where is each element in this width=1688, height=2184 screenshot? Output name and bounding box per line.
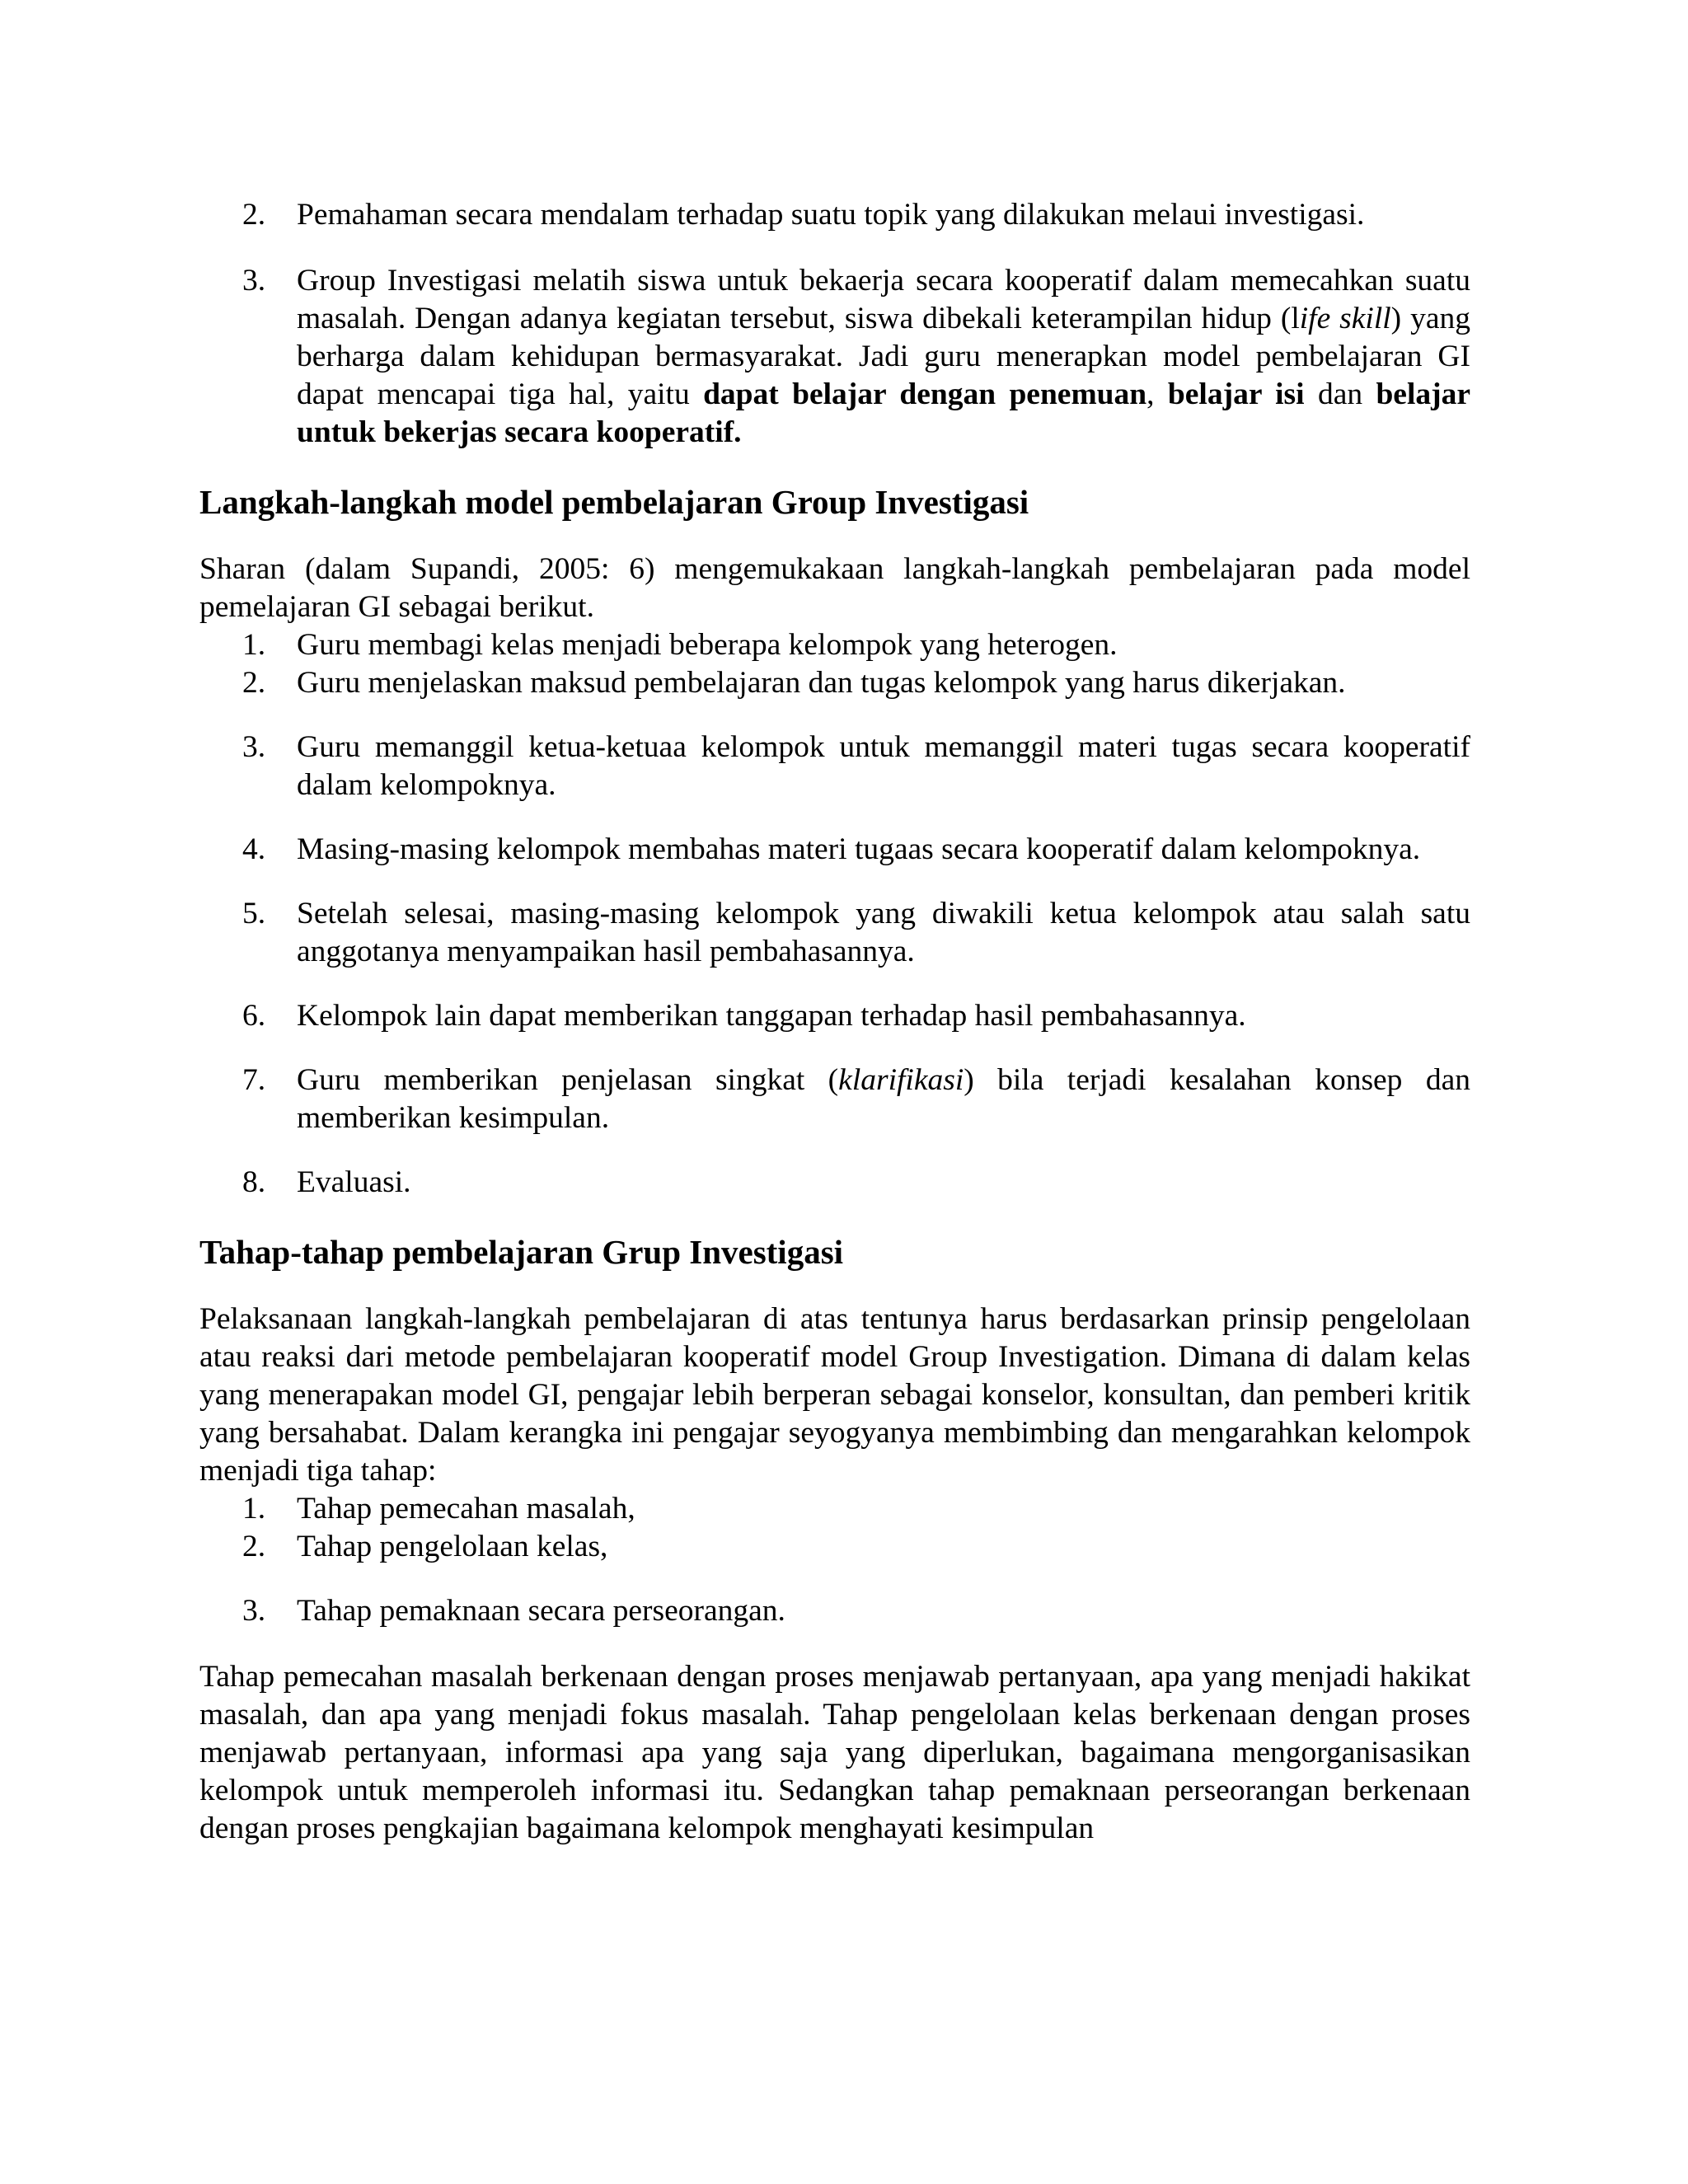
- italic-term: ife skill: [1299, 302, 1391, 335]
- list-item-text: Guru memanggil ketua-ketuaa kelompok untuk memanggil materi tugas secara kooperatif dalam kelompoknya.: [297, 730, 1470, 802]
- list-number: 5.: [242, 897, 266, 930]
- list-item-text: Tahap pemecahan masalah,: [297, 1492, 635, 1526]
- list-item: [199, 1164, 1470, 1202]
- list-item: [199, 262, 1470, 452]
- list-item: [199, 895, 1470, 971]
- page-content: [199, 196, 1470, 1848]
- list-item-text: ,: [1146, 377, 1168, 411]
- list-item: [199, 664, 1470, 702]
- list-number: 3.: [242, 1594, 266, 1628]
- benefits-list: [199, 196, 1470, 452]
- list-item: [199, 1062, 1470, 1137]
- section-heading-tahap: Tahap-tahap pembelajaran Grup Investigasi: [199, 1233, 844, 1271]
- list-item-text: Guru menjelaskan maksud pembelajaran dan tugas kelompok yang harus dikerjakan.: [297, 666, 1346, 700]
- list-item: [199, 997, 1470, 1035]
- list-item-text: dan: [1304, 377, 1376, 411]
- list-number: 4.: [242, 832, 266, 866]
- closing-paragraph: Tahap pemecahan masalah berkenaan dengan proses menjawab pertanyaan, apa yang menjadi hakikat masalah, dan apa yang menjadi fokus masalah. Tahap pengelolaan kelas berkenaan dengan proses menjawab pertanyaan, informasi apa yang saja yang diperlukan, bagaimana mengorganisasikan kelompok untuk memperoleh informasi itu. Sedangkan tahap pemaknaan perseorangan berkenaan dengan proses pengkajian bagaimana kelompok menghayati kesimpulan: [199, 1660, 1470, 1845]
- list-item-text: Setelah selesai, masing-masing kelompok yang diwakili ketua kelompok atau salah satu anggotanya menyampaikan hasil pembahasannya.: [297, 897, 1470, 968]
- bold-phrase: belajar untuk bekerjas secara kooperatif.: [297, 377, 1471, 449]
- list-number: 8.: [242, 1165, 266, 1199]
- list-item-text: Kelompok lain dapat memberikan tanggapan terhadap hasil pembahasannya.: [297, 999, 1246, 1033]
- list-item: [199, 1490, 1470, 1528]
- italic-term: klarifikasi: [838, 1063, 964, 1097]
- list-number: 2.: [242, 666, 266, 700]
- list-item: [199, 1592, 1470, 1630]
- list-number: 3.: [242, 730, 266, 764]
- list-item: [199, 831, 1470, 869]
- list-item-text: Pemahaman secara mendalam terhadap suatu topik yang dilakukan melaui investigasi.: [297, 198, 1365, 232]
- list-number: 2.: [242, 1530, 266, 1563]
- section-intro: Pelaksanaan langkah-langkah pembelajaran di atas tentunya harus berdasarkan prinsip pengelolaan atau reaksi dari metode pembelajaran kooperatif model Group Investigation. Dimana di dalam kelas yang menerapakan model GI, pengajar lebih berperan sebagai konselor, konsultan, dan pemberi kritik yang bersahabat. Dalam kerangka ini pengajar seyogyanya membimbing dan mengarahkan kelompok menjadi tiga tahap:: [199, 1302, 1470, 1488]
- list-item: [199, 626, 1470, 664]
- list-item-text: ) yang berharga dalam kehidupan bermasyarakat. Jadi guru menerapkan model pembelajaran GI dapat mencapai tiga hal, yaitu: [297, 302, 1470, 411]
- bold-phrase: dapat belajar dengan penemuan: [703, 377, 1147, 411]
- list-number: 2.: [242, 198, 266, 232]
- list-item: [199, 729, 1470, 804]
- list-item-text: Evaluasi.: [297, 1165, 411, 1199]
- list-item-text: ) bila terjadi kesalahan konsep dan memberikan kesimpulan.: [297, 1063, 1470, 1135]
- list-number: 1.: [242, 1492, 266, 1526]
- list-item: [199, 196, 1470, 234]
- section-heading-langkah: Langkah-langkah model pembelajaran Group Investigasi: [199, 483, 1029, 521]
- list-number: 7.: [242, 1063, 266, 1097]
- stages-list: [199, 1490, 1470, 1630]
- list-item-text: Group Investigasi melatih siswa untuk bekaerja secara kooperatif dalam memecahkan suatu masalah. Dengan adanya kegiatan tersebut, siswa dibekali keterampilan hidup (l: [297, 264, 1470, 335]
- bold-phrase: belajar isi: [1167, 377, 1305, 411]
- list-number: 6.: [242, 999, 266, 1033]
- steps-list: [199, 626, 1470, 1202]
- list-item-text: Guru memberikan penjelasan singkat (: [297, 1063, 839, 1097]
- list-number: 3.: [242, 264, 266, 298]
- list-item-text: Masing-masing kelompok membahas materi tugaas secara kooperatif dalam kelompoknya.: [297, 832, 1421, 866]
- list-item: [199, 1528, 1470, 1566]
- list-item-text: Tahap pengelolaan kelas,: [297, 1530, 608, 1563]
- list-item-text: Guru membagi kelas menjadi beberapa kelompok yang heterogen.: [297, 628, 1118, 662]
- section-intro: Sharan (dalam Supandi, 2005: 6) mengemukakaan langkah-langkah pembelajaran pada model pemelajaran GI sebagai berikut.: [199, 552, 1470, 624]
- list-number: 1.: [242, 628, 266, 662]
- list-item-text: Tahap pemaknaan secara perseorangan.: [297, 1594, 785, 1628]
